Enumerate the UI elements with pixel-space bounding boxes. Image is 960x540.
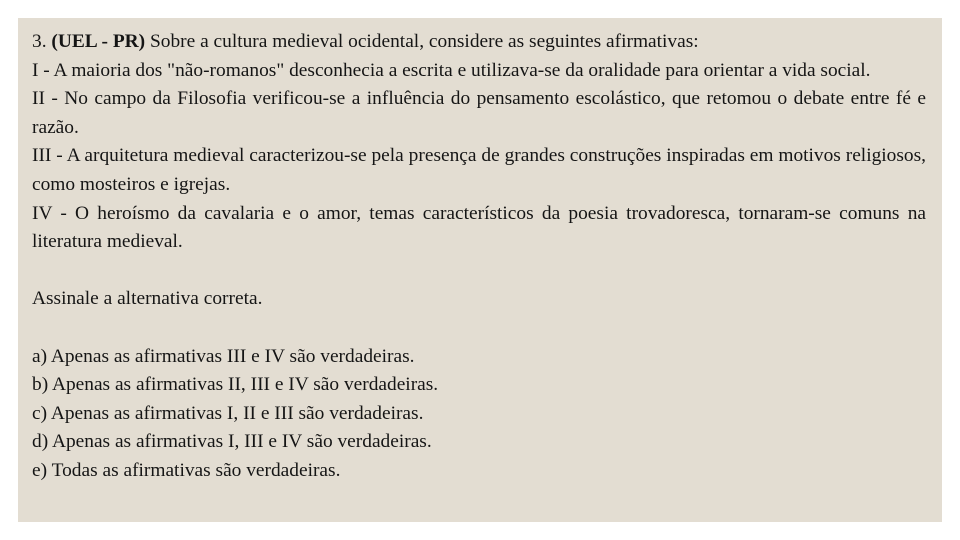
option-text: Apenas as afirmativas III e IV são verdadeiras. [50, 345, 415, 367]
option-c[interactable] [32, 400, 926, 429]
statement-text: No campo da Filosofia verificou-se a influência do pensamento escolástico, que retomou o debate entre fé e razão. [32, 88, 926, 138]
statement-label: IV - [32, 202, 67, 224]
option-e[interactable] [32, 457, 926, 486]
option-a[interactable] [32, 343, 926, 372]
option-letter: d) [32, 431, 49, 453]
question-prompt: Sobre a cultura medieval ocidental, considere as seguintes afirmativas: [149, 31, 699, 52]
option-text: Apenas as afirmativas II, III e IV são verdadeiras. [51, 374, 439, 396]
option-text: Apenas as afirmativas I, II e III são verdadeiras. [50, 402, 424, 424]
statement-text: A arquitetura medieval caracterizou-se pela presença de grandes construções inspiradas em motivos religiosos, como mosteiros e igrejas. [32, 145, 927, 195]
option-letter: c) [32, 402, 48, 424]
instruction: Assinale a alternativa correta. [32, 288, 263, 310]
statement-text: A maioria dos "não-romanos" desconhecia a escrita e utilizava-se da oralidade para orientar a vida social. [53, 59, 871, 81]
answer-options [32, 343, 926, 486]
question-number: 3. [32, 31, 47, 52]
question-panel [18, 18, 942, 522]
statement-ii [32, 85, 926, 142]
statement-iii [32, 142, 926, 199]
option-letter: b) [32, 374, 49, 396]
statement-text: O heroísmo da cavalaria e o amor, temas característicos da poesia trovadoresca, tornaram-se comuns na literatura medieval. [32, 202, 926, 253]
option-d[interactable] [32, 428, 926, 457]
statement-label: III - [32, 145, 63, 167]
spacer [32, 257, 926, 286]
statement-label: II - [32, 88, 58, 110]
question-header [32, 28, 926, 57]
spacer [32, 314, 926, 343]
statement-iv [32, 200, 926, 257]
statement-i [32, 57, 926, 86]
option-b[interactable] [32, 371, 926, 400]
question-source: (UEL - PR) [51, 31, 146, 52]
option-text: Apenas as afirmativas I, III e IV são verdadeiras. [51, 431, 432, 453]
option-letter: e) [32, 459, 48, 481]
statement-label: I - [32, 59, 50, 81]
option-text: Todas as afirmativas são verdadeiras. [51, 459, 341, 481]
option-letter: a) [32, 345, 48, 367]
